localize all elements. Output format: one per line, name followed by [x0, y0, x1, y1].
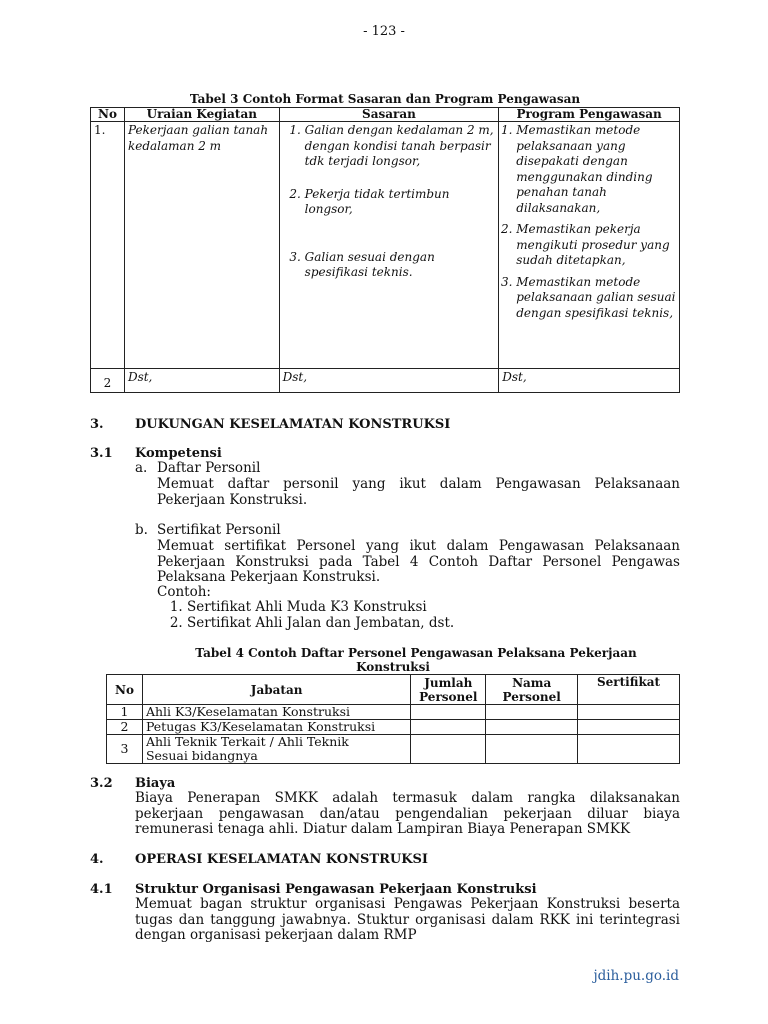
section-number: 3.	[90, 417, 104, 432]
table-row	[107, 720, 680, 735]
table3-caption: Tabel 3 Contoh Format Sasaran dan Program Pengawasan	[189, 92, 581, 106]
table4-header-sertifikat: Sertifikat	[578, 675, 680, 705]
subsection-3-2-heading	[90, 776, 175, 791]
list-item: 1. Galian dengan kedalaman 2 m, dengan kondisi tanah berpasir tdk terjadi longsor,	[305, 123, 496, 170]
table4-caption-line: Tabel 4 Contoh Daftar Personel Pengawasan Pelaksana Pekerjaan	[195, 646, 637, 660]
table4-caption-line: Konstruksi	[356, 660, 430, 674]
table-row	[107, 705, 680, 720]
page-number: - 123 -	[363, 24, 405, 39]
item-label: b.	[135, 522, 148, 538]
section-number: 3.1	[90, 446, 113, 461]
list-item: 1. Memastikan metode pelaksanaan yang disepakati dengan menggunakan dinding penahan tanah dilaksanakan,	[516, 123, 676, 216]
footer-link[interactable]: jdih.pu.go.id	[593, 968, 679, 984]
section-title: OPERASI KESELAMATAN KONSTRUKSI	[135, 852, 428, 867]
table4-cell-sertifikat	[578, 720, 680, 735]
item-a-heading	[135, 461, 260, 477]
table3-header-sasaran: Sasaran	[279, 108, 499, 122]
table4-cell-nama	[486, 705, 578, 720]
list-item: 2. Pekerja tidak tertimbun longsor,	[305, 187, 496, 218]
section4-heading	[90, 852, 428, 867]
table3-cell-no: 1.	[91, 122, 125, 369]
contoh-label: Contoh:	[157, 584, 211, 600]
item-label: a.	[135, 460, 148, 476]
table4-header-nama: Nama Personel	[486, 675, 578, 705]
table4-header-row	[107, 675, 680, 705]
table3-cell-program: Dst,	[499, 369, 680, 393]
section-number: 4.1	[90, 882, 113, 897]
table4-cell-jumlah	[411, 720, 486, 735]
table3-cell-program	[499, 122, 680, 369]
table3-cell-sasaran	[279, 122, 499, 369]
program-list	[502, 123, 676, 321]
table3-header-program: Program Pengawasan	[499, 108, 680, 122]
item-a-text: Memuat daftar personil yang ikut dalam Pengawasan Pelaksanaan Pekerjaan Konstruksi.	[157, 476, 680, 508]
table-row	[107, 735, 680, 764]
section-title: Kompetensi	[135, 446, 222, 461]
example-list	[158, 600, 454, 631]
table3-cell-uraian: Pekerjaan galian tanah kedalaman 2 m	[124, 122, 279, 369]
table3-cell-sasaran: Dst,	[279, 369, 499, 393]
table4-cell-no: 3	[107, 735, 143, 764]
table3-header-row	[91, 108, 680, 122]
table4	[106, 674, 680, 764]
table-row	[91, 122, 680, 369]
table3-cell-uraian: Dst,	[124, 369, 279, 393]
section-title: DUKUNGAN KESELAMATAN KONSTRUKSI	[135, 417, 451, 432]
table4-cell-jabatan: Ahli K3/Keselamatan Konstruksi	[142, 705, 410, 720]
subsection-3-2-text: Biaya Penerapan SMKK adalah termasuk dalam rangka dilaksanakan pekerjaan pengawasan dan/atau pengendalian pekerjaan diluar biaya remunerasi tenaga ahli. Diatur dalam Lampiran Biaya Penerapan SMKK	[135, 790, 680, 837]
table3-header-no: No	[91, 108, 125, 122]
section3-heading	[90, 417, 450, 432]
table4-cell-nama	[486, 720, 578, 735]
table4-cell-sertifikat	[578, 735, 680, 764]
table4-cell-nama	[486, 735, 578, 764]
subsection-3-1-heading	[90, 446, 222, 461]
table4-header-no: No	[107, 675, 143, 705]
table3	[90, 107, 680, 393]
table4-cell-sertifikat	[578, 705, 680, 720]
item-title: Sertifikat Personil	[157, 522, 281, 538]
table4-cell-jabatan: Ahli Teknik Terkait / Ahli Teknik Sesuai bidangnya	[142, 735, 410, 764]
table4-cell-jumlah	[411, 705, 486, 720]
list-item: 3. Memastikan metode pelaksanaan galian sesuai dengan spesifikasi teknis,	[516, 275, 676, 322]
list-item: 1. Sertifikat Ahli Muda K3 Konstruksi	[187, 600, 454, 616]
table4-cell-no: 1	[107, 705, 143, 720]
item-b-heading	[135, 523, 281, 539]
table3-cell-no: 2	[91, 369, 125, 393]
subsection-4-1-text: Memuat bagan struktur organisasi Pengawas Pekerjaan Konstruksi beserta tugas dan tanggung jawabnya. Stuktur organisasi dalam RKK ini terintegrasi dengan organisasi pekerjaan dalam RMP	[135, 896, 680, 943]
list-item: 2. Memastikan pekerja mengikuti prosedur yang sudah ditetapkan,	[516, 222, 676, 269]
table4-cell-jumlah	[411, 735, 486, 764]
section-title: Biaya	[135, 776, 176, 791]
list-item: 2. Sertifikat Ahli Jalan dan Jembatan, dst.	[187, 616, 454, 632]
section-number: 4.	[90, 852, 104, 867]
list-item: 3. Galian sesuai dengan spesifikasi teknis.	[305, 250, 496, 281]
table4-header-jabatan: Jabatan	[142, 675, 410, 705]
section-title: Struktur Organisasi Pengawasan Pekerjaan Konstruksi	[135, 882, 537, 897]
sasaran-list	[283, 123, 496, 281]
table4-cell-no: 2	[107, 720, 143, 735]
item-b-text: Memuat sertifikat Personel yang ikut dalam Pengawasan Pelaksanaan Pekerjaan Konstruksi pada Tabel 4 Contoh Daftar Personel Pengawas Pelaksana Pekerjaan Konstruksi.	[157, 538, 680, 585]
section-number: 3.2	[90, 776, 113, 791]
table3-header-uraian: Uraian Kegiatan	[124, 108, 279, 122]
table4-caption	[106, 646, 726, 674]
table4-cell-jabatan: Petugas K3/Keselamatan Konstruksi	[142, 720, 410, 735]
table4-header-jumlah: Jumlah Personel	[411, 675, 486, 705]
subsection-4-1-heading	[90, 882, 537, 897]
table-row	[91, 369, 680, 393]
item-title: Daftar Personil	[157, 460, 261, 476]
